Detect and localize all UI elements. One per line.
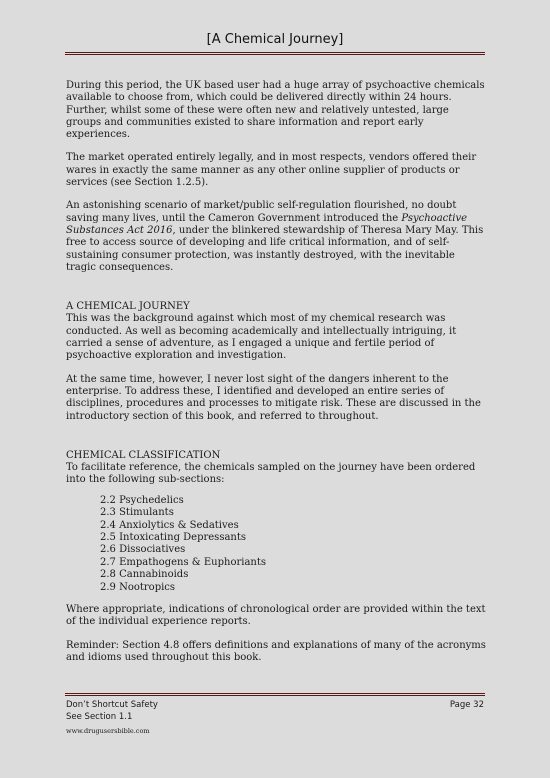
paragraph: Reminder: Section 4.8 offers definitions and explanations of many of the acronyms and idioms used throughout this book. [66, 639, 486, 663]
list-item: 2.4 Anxiolytics & Sedatives [100, 519, 239, 531]
section-heading: A CHEMICAL JOURNEY [66, 301, 190, 313]
list-item: 2.9 Nootropics [100, 581, 176, 593]
list-item: 2.6 Dissociatives [100, 544, 186, 556]
footer-section-ref: See Section 1.1 [66, 711, 133, 722]
section-a-chemical-journey [66, 301, 486, 362]
paragraph [66, 200, 486, 274]
footer-divider [65, 693, 485, 696]
page-number: Page 32 [449, 700, 484, 710]
page-body [66, 80, 486, 675]
footer-safety-note: Don’t Shortcut Safety [66, 700, 158, 710]
page-footer [66, 700, 484, 738]
paragraph: During this period, the UK based user had a huge array of psychoactive chemicals available to choose from, which could be delivered directly within 24 hours. Further, whilst some of these were often new and relatively untested, large groups and communities existed to share information and report early experiences. [66, 80, 485, 141]
list-item: 2.7 Empathogens & Euphoriants [100, 556, 266, 568]
paragraph: At the same time, however, I never lost sight of the dangers inherent to the enterprise. To address these, I identified and developed an entire series of disciplines, procedures and processes to mitigate risk. These are discussed in the introductory section of this book, and referred to throughout. [66, 373, 481, 422]
paragraph: The market operated entirely legally, and in most respects, vendors offered their wares in exactly the same manner as any other online supplier of products or services (see Section 1.2.5). [66, 152, 477, 189]
paragraph-text: This was the background against which most of my chemical research was conducted. As well as becoming academically and intellectually intriguing, it carried a sense of adventure, as I engaged a unique and fertile period of psychoactive exploration and investigation. [66, 313, 457, 362]
paragraph: Where appropriate, indications of chronological order are provided within the text of the individual experience reports. [66, 603, 486, 628]
list-item: 2.8 Cannabinoids [100, 569, 189, 581]
sub-sections-list [100, 495, 486, 594]
list-item: 2.2 Psychedelics [100, 494, 184, 506]
header-divider [65, 52, 485, 55]
footer-url: www.drugusersbible.com [66, 727, 150, 735]
section-chemical-classification [66, 450, 486, 487]
section-heading: CHEMICAL CLASSIFICATION [66, 449, 221, 461]
paragraph-text: , under the blinkered stewardship of Theresa Mary May. This free to access source of developing and life critical information, and of self-sustaining consumer protection, was instantly destroyed, with the inevitable tragic consequences. [66, 224, 484, 273]
list-item: 2.3 Stimulants [100, 507, 174, 519]
list-item: 2.5 Intoxicating Depressants [100, 531, 247, 543]
paragraph-text: An astonishing scenario of market/public self-regulation flourished, no doubt saving many lives, until the Cameron Government introduced the [66, 200, 457, 224]
page-header-title: [A Chemical Journey] [206, 32, 344, 47]
paragraph-text: To facilitate reference, the chemicals sampled on the journey have been ordered into the following sub-sections: [66, 462, 476, 486]
act-title: Psychoactive Substances Act 2016 [66, 212, 468, 236]
